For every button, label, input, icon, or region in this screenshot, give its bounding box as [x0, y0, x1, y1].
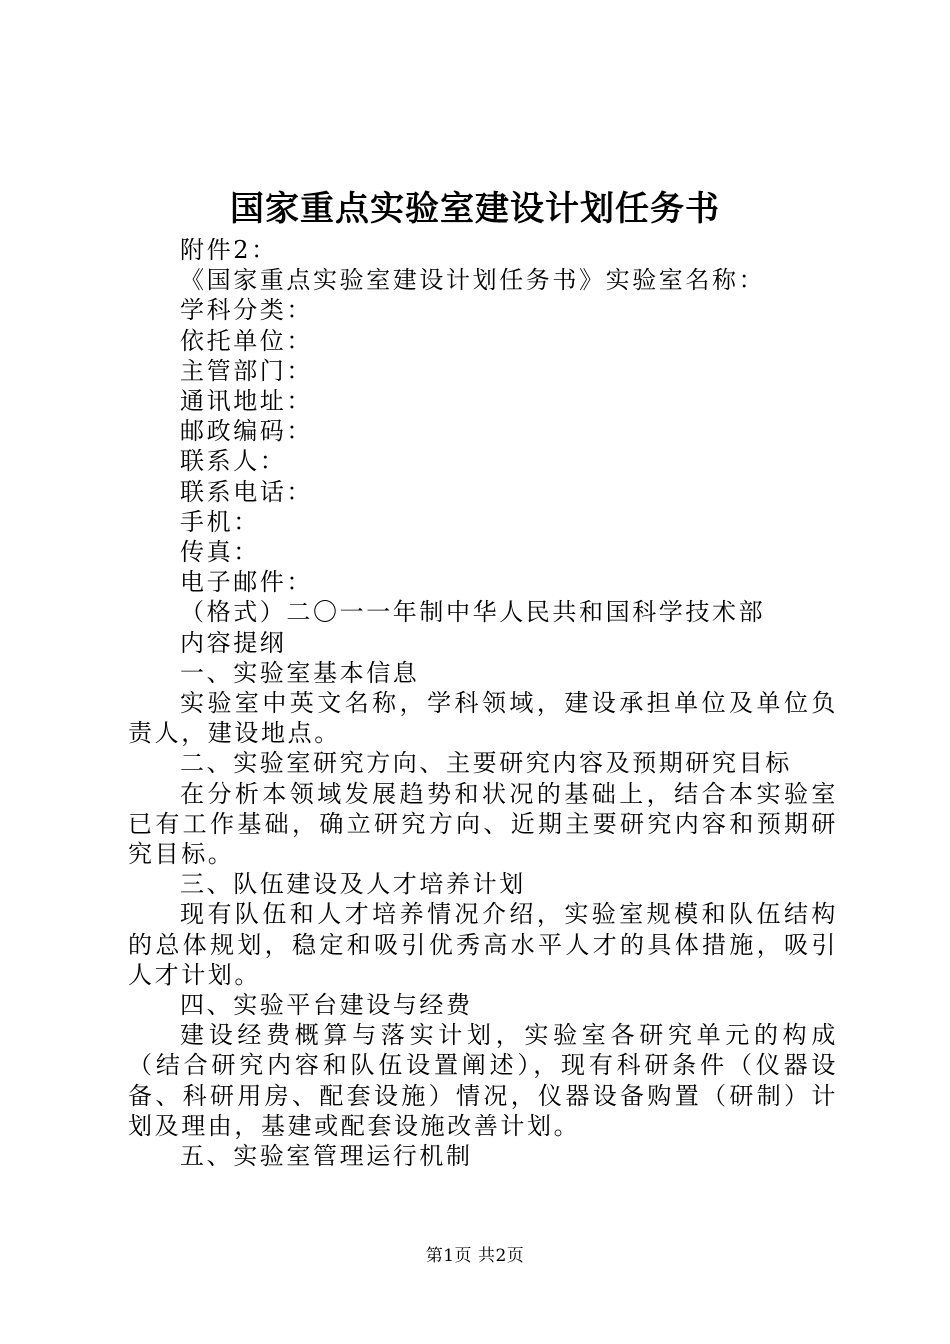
section-5-heading: 五、实验室管理运行机制 [180, 1142, 473, 1171]
section-4-body: 建设经费概算与落实计划，实验室各研究单元的构成（结合研究内容和队伍设置阐述），现有科研条件（仪器设备、科研用房、配套设施）情况，仪器设备购置（研制）计划及理由，基建或配套设施改善计划。 [128, 1021, 838, 1140]
host-unit-field: 依托单位： [180, 326, 313, 355]
mobile-field: 手机： [180, 507, 260, 536]
section-2-heading: 二、实验室研究方向、主要研究内容及预期研究目标 [180, 749, 792, 778]
supervising-dept-field: 主管部门： [180, 356, 313, 385]
discipline-field: 学科分类： [180, 296, 313, 325]
section-1-body: 实验室中英文名称，学科领域，建设承担单位及单位负责人，建设地点。 [128, 689, 838, 748]
attachment-label: 附件2： [180, 236, 278, 264]
format-note: （格式）二〇一一年制中华人民共和国科学技术部 [180, 598, 766, 627]
page-number: 第1页 共2页 [425, 1246, 525, 1266]
section-1-heading: 一、实验室基本信息 [180, 658, 420, 687]
section-2-body: 在分析本领域发展趋势和状况的基础上，结合本实验室已有工作基础，确立研究方向、近期主要研究内容和预期研究目标。 [128, 779, 838, 869]
document-title: 国家重点实验室建设计划任务书 [230, 189, 720, 229]
fax-field: 传真： [180, 538, 260, 567]
contact-phone-field: 联系电话： [180, 477, 313, 506]
lab-name-field: 《国家重点实验室建设计划任务书》实验室名称： [180, 266, 766, 295]
address-field: 通讯地址： [180, 387, 313, 416]
document-body [128, 235, 838, 1171]
outline-heading: 内容提纲 [180, 628, 287, 657]
email-field: 电子邮件： [180, 568, 313, 597]
section-3-body: 现有队伍和人才培养情况介绍，实验室规模和队伍结构的总体规划，稳定和吸引优秀高水平人才的具体措施，吸引人才计划。 [128, 900, 838, 989]
section-3-heading: 三、队伍建设及人才培养计划 [180, 870, 526, 899]
section-4-heading: 四、实验平台建设与经费 [180, 991, 473, 1020]
contact-person-field: 联系人： [180, 447, 287, 476]
postcode-field: 邮政编码： [180, 417, 313, 446]
